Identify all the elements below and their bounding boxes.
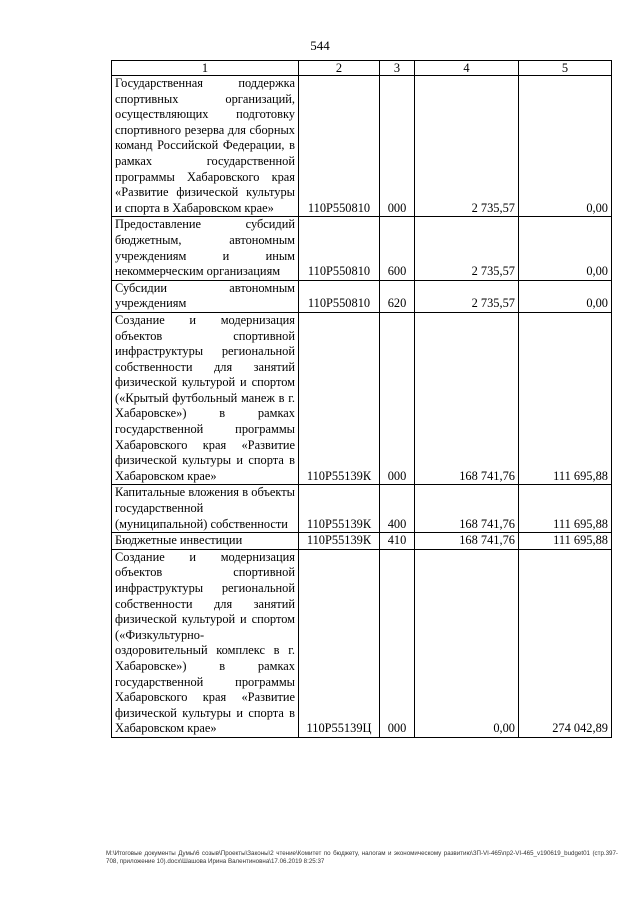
row-name: Бюджетные инвестиции (112, 533, 299, 550)
header-row (112, 61, 612, 76)
row-amount-2: 0,00 (519, 217, 612, 280)
row-code: 110Р550810 (299, 280, 380, 312)
row-type: 620 (380, 280, 415, 312)
row-amount-1: 168 741,76 (415, 533, 519, 550)
row-code: 110Р55139К (299, 485, 380, 533)
row-type: 000 (380, 312, 415, 485)
row-code: 110Р550810 (299, 217, 380, 280)
row-type: 000 (380, 549, 415, 737)
table-row (112, 76, 612, 217)
table-row (112, 533, 612, 550)
table-row (112, 217, 612, 280)
row-amount-2: 111 695,88 (519, 485, 612, 533)
row-amount-2: 111 695,88 (519, 533, 612, 550)
table-row (112, 280, 612, 312)
document-path-footer: М:\Итоговые документы Думы\6 созыв\Проекты\Законы\2 чтение\Комитет по бюджету, налогам и экономическому развитию\ЗП-VI-465\пр2-VI-465_v190619_budget01 (стр.397-708, приложение 10).docx\Шашова Ирина Валентиновна\17.06.2019 8:25:37 (106, 850, 618, 865)
row-name: Государственная поддержка спортивных организаций, осуществляющих подготовку спортивного резерва для сборных команд Российской Федерации, в рамках государственной программы Хабаровского края «Развитие физической культуры и спорта в Хабаровском крае» (112, 76, 299, 217)
row-name: Капитальные вложения в объекты государственной (муниципальной) собственности (112, 485, 299, 533)
table-row (112, 549, 612, 737)
row-amount-2: 274 042,89 (519, 549, 612, 737)
row-amount-1: 168 741,76 (415, 485, 519, 533)
row-amount-2: 111 695,88 (519, 312, 612, 485)
row-amount-1: 0,00 (415, 549, 519, 737)
row-name: Предоставление субсидий бюджетным, автономным учреждениям и иным некоммерческим организациям (112, 217, 299, 280)
column-header-2: 2 (299, 61, 380, 76)
row-name: Субсидии автономным учреждениям (112, 280, 299, 312)
row-code: 110Р55139К (299, 533, 380, 550)
row-amount-2: 0,00 (519, 76, 612, 217)
row-code: 110Р55139Ц (299, 549, 380, 737)
row-amount-1: 2 735,57 (415, 76, 519, 217)
table-row (112, 312, 612, 485)
row-type: 410 (380, 533, 415, 550)
column-header-4: 4 (415, 61, 519, 76)
row-amount-1: 2 735,57 (415, 217, 519, 280)
column-header-5: 5 (519, 61, 612, 76)
row-type: 600 (380, 217, 415, 280)
budget-table (111, 60, 612, 738)
table-row (112, 485, 612, 533)
row-code: 110Р550810 (299, 76, 380, 217)
column-header-1: 1 (112, 61, 299, 76)
page-number: 544 (310, 38, 330, 53)
row-amount-2: 0,00 (519, 280, 612, 312)
row-amount-1: 2 735,57 (415, 280, 519, 312)
column-header-3: 3 (380, 61, 415, 76)
row-name: Создание и модернизация объектов спортивной инфраструктуры региональной собственности для занятий физической культурой и спортом («Крытый футбольный манеж в г. Хабаровске») в рамках государственной программы Хабаровского края «Развитие физической культуры и спорта в Хабаровском крае» (112, 312, 299, 485)
row-type: 400 (380, 485, 415, 533)
row-type: 000 (380, 76, 415, 217)
row-amount-1: 168 741,76 (415, 312, 519, 485)
row-name: Создание и модернизация объектов спортивной инфраструктуры региональной собственности для занятий физической культурой и спортом («Физкультурно-оздоровительный комплекс в г. Хабаровске») в рамках государственной программы Хабаровского края «Развитие физической культуры и спорта в Хабаровском крае» (112, 549, 299, 737)
row-code: 110Р55139К (299, 312, 380, 485)
